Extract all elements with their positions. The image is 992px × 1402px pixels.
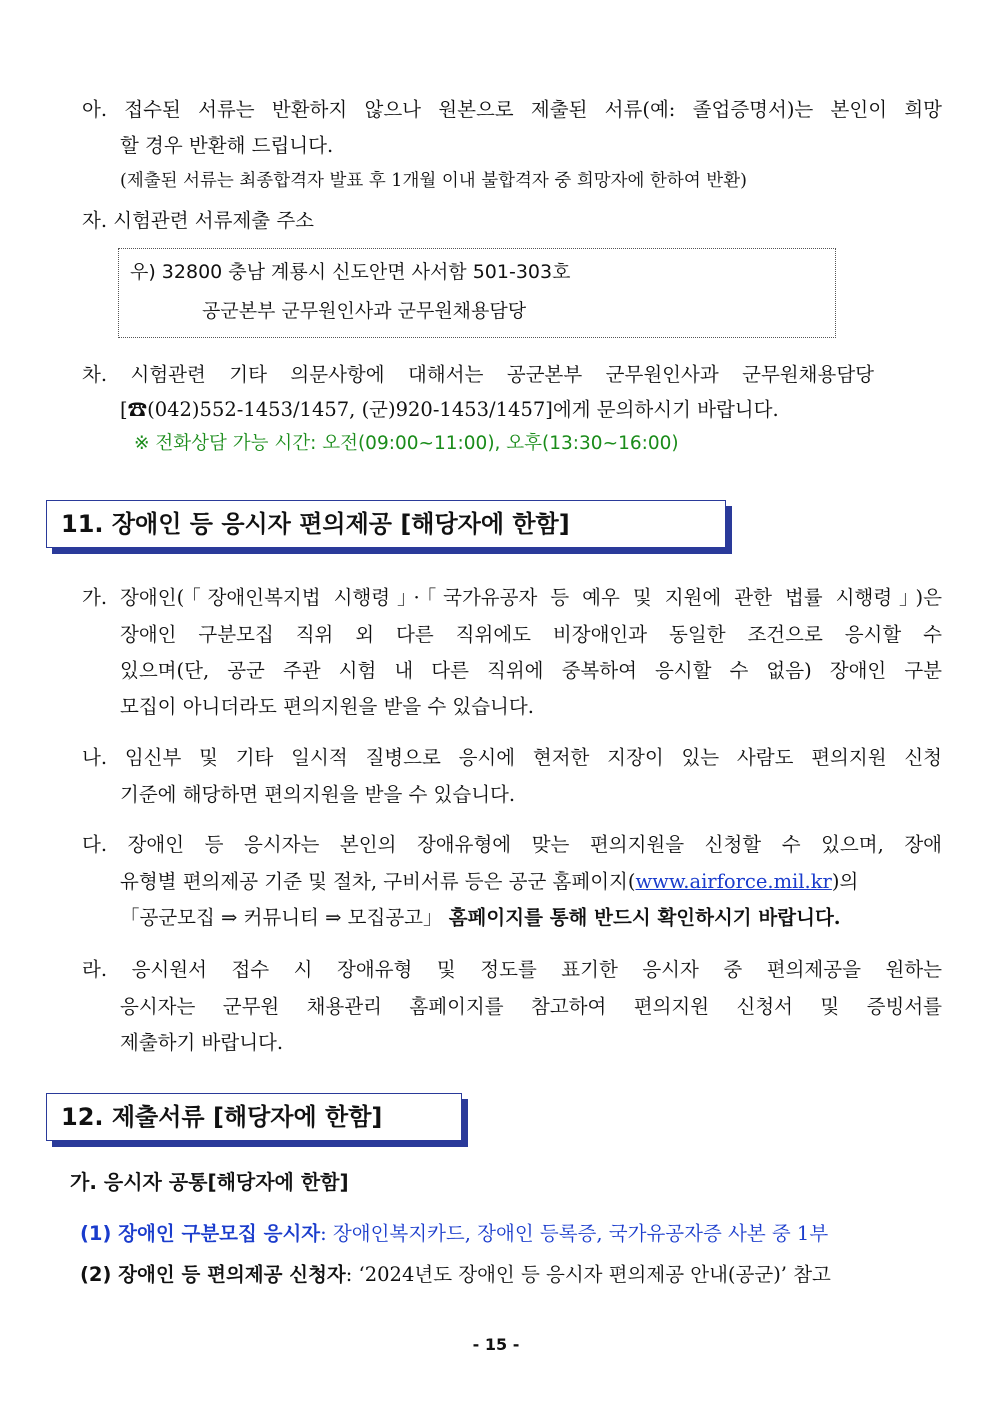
s11-ga-line1: 가. 장애인(「장애인복지법 시행령」·「국가유공자 등 예우 및 지원에 관한 법률 시행령」)은 [82,586,942,609]
address-line2: 공군본부 군무원인사과 군무원채용담당 [202,300,527,322]
s12-item1-text: : 장애인복지카드, 장애인 등록증, 국가유공자증 사본 중 1부 [320,1222,829,1245]
s12-item1-label: (1) 장애인 구분모집 응시자 [80,1222,321,1245]
s12-sub-ga: 가. 응시자 공통[해당자에 한함] [70,1170,349,1194]
section-12-title: 12. 제출서류 [해당자에 한함] [46,1093,462,1141]
s11-na-line1: 나. 임신부 및 기타 일시적 질병으로 응시에 현저한 지장이 있는 사람도 편의지원 신청 [82,746,942,769]
address-line1: 우) 32800 충남 계룡시 신도안면 사서함 501-303호 [130,261,571,283]
s12-item2-label: (2) 장애인 등 편의제공 신청자 [80,1263,346,1286]
item-cha-line2: [☎(042)552-1453/1457, (군)920-1453/1457]에게 문의하시기 바랍니다. [120,398,779,421]
s11-da-emphasis: 홈페이지를 통해 반드시 확인하시기 바랍니다. [448,906,841,929]
s11-ra-line1: 라. 응시원서 접수 시 장애유형 및 정도를 표기한 응시자 중 편의제공을 원하는 [82,958,942,981]
phone-hours-note: ※ 전화상담 가능 시간: 오전(09:00~11:00), 오후(13:30~16:00) [134,433,679,454]
s11-ra-line2: 응시자는 군무원 채용관리 홈페이지를 참고하여 편의지원 신청서 및 증빙서를 [120,995,942,1018]
item-a-line1: 아. 접수된 서류는 반환하지 않으나 원본으로 제출된 서류(예: 졸업증명서)는 본인이 희망 [82,98,942,121]
item-a-note: (제출된 서류는 최종합격자 발표 후 1개월 이내 불합격자 중 희망자에 한하여 반환) [120,171,747,191]
s11-da-line3: 「공군모집 ⇒ 커뮤니티 ⇒ 모집공고」 홈페이지를 통해 반드시 확인하시기 바랍니다. [120,906,841,929]
item-cha-line1: 차. 시험관련 기타 의문사항에 대해서는 공군본부 군무원인사과 군무원채용담당 [82,363,874,386]
s11-ra-line3: 제출하기 바랍니다. [120,1031,284,1054]
airforce-homepage-link[interactable]: www.airforce.mil.kr [635,870,832,893]
item-ja-line1: 자. 시험관련 서류제출 주소 [82,209,315,232]
s11-ga-line4: 모집이 아니더라도 편의지원을 받을 수 있습니다. [120,695,534,718]
s11-da-line1: 다. 장애인 등 응시자는 본인의 장애유형에 맞는 편의지원을 신청할 수 있으며, 장애 [82,833,942,856]
s12-item2-text: : ‘2024년도 장애인 등 응시자 편의제공 안내(공군)’ 참고 [345,1263,831,1286]
s11-ga-line2: 장애인 구분모집 직위 외 다른 직위에도 비장애인과 동일한 조건으로 응시할 수 [120,623,942,646]
s12-item2 [80,1262,831,1288]
s11-na-line2: 기준에 해당하면 편의지원을 받을 수 있습니다. [120,783,516,806]
s12-item1 [80,1221,828,1247]
s11-ga-line3: 있으며(단, 공군 주관 시험 내 다른 직위에 중복하여 응시할 수 없음) 장애인 구분 [120,659,942,682]
page-number: - 15 - [472,1335,520,1354]
section-11-title: 11. 장애인 등 응시자 편의제공 [해당자에 한함] [46,500,726,548]
s11-da-line2: 유형별 편의제공 기준 및 절차, 구비서류 등은 공군 홈페이지(www.airforce.mil.kr)의 [120,870,859,893]
item-a-line2: 할 경우 반환해 드립니다. [120,134,334,157]
